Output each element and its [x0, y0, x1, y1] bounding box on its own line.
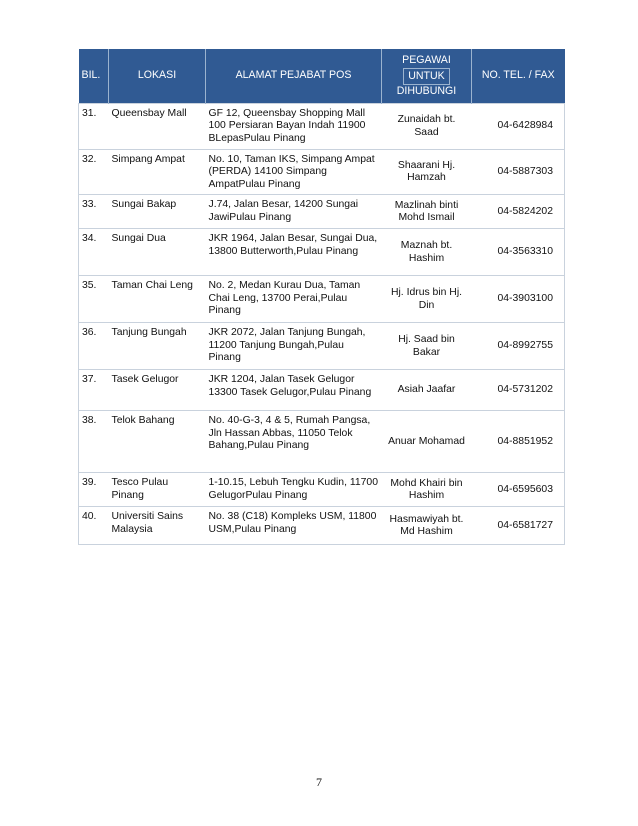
row-alamat: No. 38 (C18) Kompleks USM, 11800 USM,Pulau Pinang — [206, 507, 382, 545]
header-tel: NO. TEL. / FAX — [472, 49, 565, 103]
row-bil: 37. — [79, 370, 109, 411]
row-tel: 04-6428984 — [472, 103, 565, 149]
row-lokasi: Sungai Bakap — [109, 195, 206, 229]
row-bil: 40. — [79, 507, 109, 545]
row-lokasi: Queensbay Mall — [109, 103, 206, 149]
row-bil: 31. — [79, 103, 109, 149]
row-tel: 04-5824202 — [472, 195, 565, 229]
page-number: 7 — [316, 775, 322, 789]
row-bil: 39. — [79, 473, 109, 507]
table-row — [79, 103, 565, 149]
row-alamat: No. 2, Medan Kurau Dua, Taman Chai Leng, 13700 Perai,Pulau Pinang — [206, 276, 382, 323]
row-lokasi: Tasek Gelugor — [109, 370, 206, 411]
table-row — [79, 411, 565, 473]
row-lokasi: Sungai Dua — [109, 229, 206, 276]
table-header-row — [79, 49, 565, 103]
row-bil: 35. — [79, 276, 109, 323]
row-tel: 04-5887303 — [472, 149, 565, 195]
table-row — [79, 195, 565, 229]
header-pegawai — [382, 49, 472, 103]
row-alamat: JKR 1204, Jalan Tasek Gelugor 13300 Tasek Gelugor,Pulau Pinang — [206, 370, 382, 411]
row-tel: 04-6595603 — [472, 473, 565, 507]
header-pegawai-line3: DIHUBUNGI — [396, 84, 457, 97]
row-tel: 04-6581727 — [472, 507, 565, 545]
row-tel: 04-8851952 — [472, 411, 565, 473]
row-alamat: J.74, Jalan Besar, 14200 Sungai JawiPulau Pinang — [206, 195, 382, 229]
row-alamat: JKR 2072, Jalan Tanjung Bungah, 11200 Tanjung Bungah,Pulau Pinang — [206, 323, 382, 370]
table-row — [79, 149, 565, 195]
row-pegawai: Hj. Saad bin Bakar — [382, 323, 472, 370]
row-pegawai: Mohd Khairi bin Hashim — [382, 473, 472, 507]
row-lokasi: Taman Chai Leng — [109, 276, 206, 323]
row-pegawai: Anuar Mohamad — [382, 411, 472, 473]
header-alamat: ALAMAT PEJABAT POS — [206, 49, 382, 103]
row-pegawai: Hasmawiyah bt. Md Hashim — [382, 507, 472, 545]
row-tel: 04-3563310 — [472, 229, 565, 276]
row-bil: 38. — [79, 411, 109, 473]
row-pegawai: Zunaidah bt. Saad — [382, 103, 472, 149]
row-bil: 34. — [79, 229, 109, 276]
row-tel: 04-8992755 — [472, 323, 565, 370]
row-tel: 04-3903100 — [472, 276, 565, 323]
row-bil: 32. — [79, 149, 109, 195]
row-alamat: GF 12, Queensbay Shopping Mall 100 Persiaran Bayan Indah 11900 BLepasPulau Pinang — [206, 103, 382, 149]
table-row — [79, 276, 565, 323]
header-pegawai-line2: UNTUK — [403, 68, 450, 85]
row-alamat: 1-10.15, Lebuh Tengku Kudin, 11700 GelugorPulau Pinang — [206, 473, 382, 507]
row-alamat: No. 40-G-3, 4 & 5, Rumah Pangsa, Jln Hassan Abbas, 11050 Telok Bahang,Pulau Pinang — [206, 411, 382, 473]
header-pegawai-line1: PEGAWAI — [402, 54, 451, 67]
row-lokasi: Tanjung Bungah — [109, 323, 206, 370]
row-tel: 04-5731202 — [472, 370, 565, 411]
row-alamat: JKR 1964, Jalan Besar, Sungai Dua, 13800 Butterworth,Pulau Pinang — [206, 229, 382, 276]
table-row — [79, 370, 565, 411]
row-bil: 36. — [79, 323, 109, 370]
row-pegawai: Shaarani Hj. Hamzah — [382, 149, 472, 195]
row-lokasi: Universiti Sains Malaysia — [109, 507, 206, 545]
row-alamat: No. 10, Taman IKS, Simpang Ampat (PERDA) 14100 Simpang AmpatPulau Pinang — [206, 149, 382, 195]
row-pegawai: Mazlinah binti Mohd Ismail — [382, 195, 472, 229]
row-pegawai: Maznah bt. Hashim — [382, 229, 472, 276]
row-lokasi: Tesco Pulau Pinang — [109, 473, 206, 507]
table-row — [79, 323, 565, 370]
table-row — [79, 473, 565, 507]
header-lokasi: LOKASI — [109, 49, 206, 103]
row-pegawai: Hj. Idrus bin Hj. Din — [382, 276, 472, 323]
row-bil: 33. — [79, 195, 109, 229]
table-row — [79, 507, 565, 545]
table-row — [79, 229, 565, 276]
row-lokasi: Simpang Ampat — [109, 149, 206, 195]
header-bil: BIL. — [79, 49, 109, 103]
post-office-table — [78, 49, 565, 545]
row-lokasi: Telok Bahang — [109, 411, 206, 473]
row-pegawai: Asiah Jaafar — [382, 370, 472, 411]
